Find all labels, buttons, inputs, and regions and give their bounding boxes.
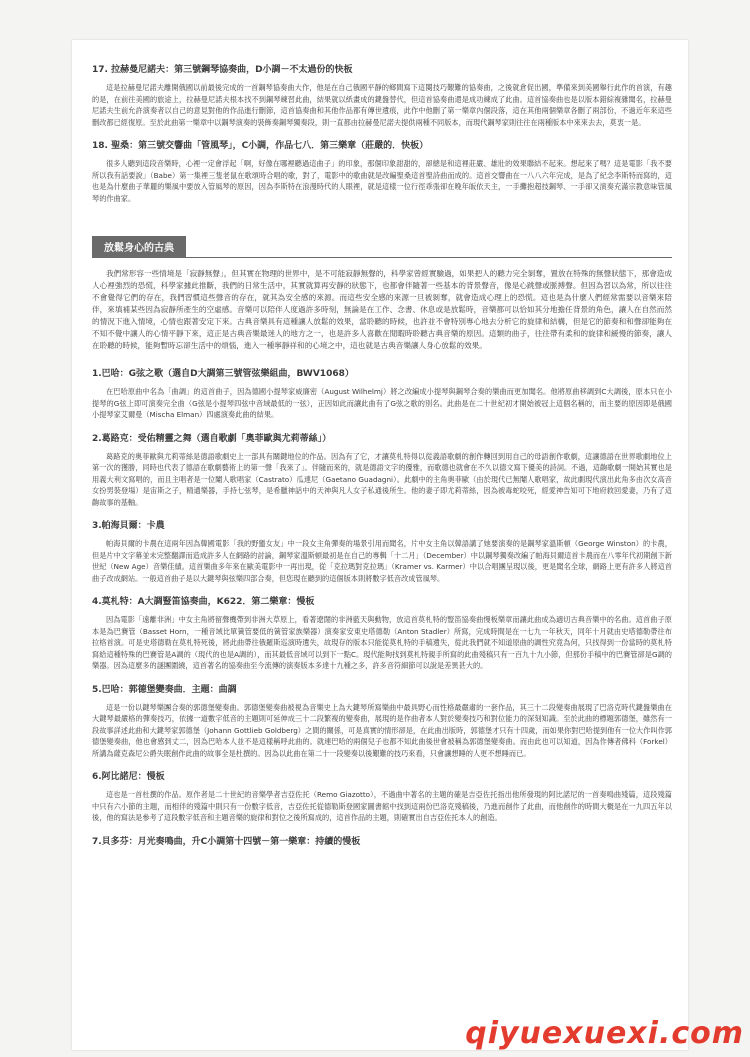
section-body: 在巴哈原曲中名為「曲調」的這首曲子，因為德國小提琴家威廉密（August Wilhelmj）將之改編成小提琴與鋼琴合奏的樂曲而更加聞名。他將原曲移調到C大調後，原本只在小提琴的G弦上即可演奏完全曲（G弦是小提琴四弦中音域最低的一弦），正因如此而讓此曲有了G弦之歌的別名。此曲是在二十世紀初才開始被冠上這個名稱的，而主要的原因即是俄國小提琴家艾爾曼（Mischa Elman）四處演奏此曲的結果。	[92, 387, 672, 419]
section-heading: 18. 聖桑：第三號交響曲「管風琴」，C小調，作品七八．第三樂章（莊嚴的．快板）	[92, 141, 429, 151]
section-body: 帕海貝爾的卡農在這兩年因為韓國電影「我的野蠻女友」中一段女主角彈奏的場景引用而聞名，片中女主角以韓語講了她要演奏的是鋼琴家溫斯頓（George Winston）的卡農，但是片中文字幕並未完整翻譯而造成許多人在網路的討論，鋼琴家溫斯頓最初是在自己的專輯「十二月」（December）中以鋼琴獨奏改編了帕海貝爾這首卡農而在八零年代初期創下新世紀（New Age）音樂佳績。這首樂曲多年來在歐美電影中一再出現，從「克拉瑪對克拉瑪」（Kramer vs. Karmer）中以合唱團呈現以後，更是聞名全球，網路上更有許多人將這首曲子改成網站。一般這首曲子是以大鍵琴與弦樂四部合奏，但您現在聽到的這個版本則將數字低音改成管風琴。	[92, 539, 672, 583]
section-heading: 17. 拉赫曼尼諾夫：第三號鋼琴協奏曲，D小調－不太過份的快板	[92, 65, 353, 75]
section-heading: 6.阿比諾尼：慢板	[92, 772, 165, 782]
section-body: 這也是一首杜撰的作品。原作者是二十世紀的音樂學者吉亞佐托（Remo Giazotto），不過曲中著名的主題的確是吉亞佐托指出他所發現的阿比諾尼的一首奏鳴曲殘篇，這段殘篇中只有六小節的主題，而相伴的殘篇中則只有一份數字低音，吉亞佐托從德勒斯登國家圖書館中找到這兩份巴洛克殘稿後，乃進而創作了此曲，而他創作的時間大概是在一九四五年以後，他的寫法是參考了這段數字低音和主題音樂的旋律和對位之後所寫成的，這首作品的主題，則確實出自吉亞佐托本人的創造。	[92, 790, 672, 822]
section-2	[92, 433, 672, 509]
section-heading: 3.帕海貝爾：卡農	[92, 521, 165, 531]
section-4	[92, 596, 672, 672]
banner-title: 放鬆身心的古典	[92, 236, 186, 257]
section-5	[92, 684, 672, 760]
section-17	[92, 64, 672, 128]
section-heading: 2.葛路克：受佑精靈之舞（選自歌劇「奧菲歐與尤莉蒂絲」）	[92, 433, 332, 444]
section-banner	[92, 230, 672, 265]
section-body: 很多人聽到這段音樂時，心裡一定會浮起「啊，好像在哪裡聽過這曲子」的印象，那個印象甜甜的，卻總是和這裡莊嚴、雄壯的效果聯結不起來。想起來了嗎？這是電影「我不要所以我有話要說」（Babe）第一集裡三隻老鼠在歌頌時合唱的歌，對了，電影中的歌曲就是改編聖桑這首聖詩曲而成的。這首交響曲在一八八六年完成，是為了紀念李斯特而寫的，這也是為什麼曲子華麗的樂風中要放入管風琴的原因，因為李斯特在浪漫時代的人眼裡，就是這樣一位行徑乖張卻在晚年皈依天主，一手攤抱超技鋼琴、一手卻又演奏充滿宗教意味管風琴的作曲家。	[92, 159, 672, 203]
section-heading: 5.巴哈：郭德堡變奏曲．主題：曲調	[92, 684, 237, 695]
site-watermark: qiyuexuexi.com	[465, 1016, 744, 1051]
section-18	[92, 140, 672, 204]
section-heading: 4.莫札特：A大調豎笛協奏曲，K622．第二樂章：慢板	[92, 597, 315, 607]
page-content	[92, 64, 672, 854]
section-1	[92, 368, 672, 421]
section-body: 因為電影「遠離非洲」中女主角將留聲機帶到非洲大草原上，看著遼闊的非洲藍天與動物，放這首莫札特的豎笛協奏曲慢板樂章而讓此曲成為適切古典音樂中的名曲。這首曲子原本是為巴賽管（Basset Horn，一種音域比單簧管要低的簧管家族樂器）演奏家安東史塔德勒（Anton Stadler）所寫，完成時間是在一七九一年秋天，同年十月就由史塔德勒帶往布拉格首演。可是史塔德勒在莫札特死後，將此曲帶往俄羅斯巡演時遺失，故現存的版本只能從莫札特的手稿遺失，從此我們就不知道原曲的調性究竟為何，只找得到一份當時的莫札特寫給這種特殊的巴賽管是A調的（現代的也是A調的），而其最低音域可以到下一點C。現代能夠找到莫札特親手所寫的此曲殘稿只有一百九十九小節，但那份手稿中的巴賽管卻是G調的樂器。因為這麼多的謎團圍繞，這首著名的協奏曲至今流傳的演奏版本多達十九種之多，許多音符細節可以說是差異甚大的。	[92, 615, 672, 670]
section-heading: 1.巴哈：G弦之歌（選自D大調第三號管弦樂組曲，BWV1068）	[92, 369, 354, 379]
intro-paragraph: 我們常形容一些情境是「寂靜無聲」，但其實在物理的世界中，是不可能寂靜無聲的，科學家曾經實驗過，如果把人的聽力完全剝奪，置放在特殊的無聲狀態下，那會造成人心裡強烈的恐慌，科學家據此推斷，我們的日常生活中，其實就算再安靜的狀態下，也都會伴隨著一些基本的背景聲音，像是心跳聲或脈搏聲。但因為習以為常，所以往往不會覺得它們的存在，我們習慣這些聲音的存在，就其為安全感的來源。而這些安全感的來源一旦被剝奪，就會造成心理上的恐慌。這也是為什麼人們經常需要以音樂來陪伴，來填補某些因為寂靜所產生的空虛感。音樂可以陪伴人度過許多時刻，無論是在工作、念書、休息或是放鬆時，音樂都可以恰如其分地擔任背景的角色，讓人在自然而然的情況下進入情境，心情也跟著安定下來。古典音樂具有這種讓人放鬆的效果，當聆聽的時候，也許並不會特別專心地去分析它的旋律和結構，但是它的節奏和和聲卻能夠在不知不覺中讓人的心情平靜下來，這正是古典音樂最迷人的地方之一，也是許多人喜歡在閒暇時聆聽古典音樂的原因。這類的曲子，往往帶有柔和的旋律和緩慢的節奏，讓人在聆聽的時候，能夠暫時忘卻生活中的煩惱，進入一種寧靜祥和的心境之中，這也就是古典音樂讓人身心放鬆的效果。	[92, 269, 672, 350]
section-body: 這是一份以鍵琴樂團合奏的郭德堡變奏曲。郭德堡變奏曲被視為音樂史上為大鍵琴所寫樂曲中最具野心而性格最嚴肅的一套作品，其三十二段變奏曲展現了巴洛克時代鍵盤樂曲在大鍵琴最嚴格的彈奏技巧，依據一道數字低音的主題則可延伸成三十二段繁複的變奏曲，展現的是作曲者本人對於變奏技巧和對位能力的深刻知識。至於此曲的標題郭德堡，雖然有一段故事詳述此曲和大鍵琴家郭德堡（Johann Gottlieb Goldberg）之間的關係，可是真實的情形卻是，在此曲出版時，郭德堡才只有十四歲，而如果你對巴哈提到他有一位大作叫作郭德堡變奏曲，他也會感到丈二，因為巴哈本人並不是這樣稱呼此曲的。就連巴哈的兩個兒子也都不知此曲後世會被稱為郭德堡變奏曲。而由此也可以知道，因為作傳者佛科（Forkel）所講為薩克森尼公爵失眠創作此曲的故事全是杜撰的。因為以此曲在第二十一段變奏以後艱難的技巧來看，只會讓想睡的人更不想睡而已。	[92, 702, 672, 758]
section-body: 這是拉赫曼尼諾夫離開俄國以前最後完成的一首鋼琴協奏曲大作，他是在自己俄國平靜的鄉間寫下這闋技巧艱難的協奏曲，之後就倉促出國，準備來到美國舉行此作的首演，有趣的是，在前往美國的旅途上，拉赫曼尼諾夫根本找不到鋼琴練習此曲，結果就以紙畫成的鍵盤替代，但這首協奏曲還是成功練成了此曲。這首協奏曲也是以版本錯綜複雜聞名，拉赫曼尼諾夫生前允許演奏者以自己的意見對他的作品進行刪節，這首協奏曲和其他作品都有傳世遺痕，此作中他刪了第一樂章內個段落，這在其他兩個樂章各刪了兩部份，不過近年來這些刪改都已經復原。至於此曲第一樂章中以鋼琴演奏的裝飾奏鋼琴獨奏段，則一直都由拉赫曼尼諾夫提供兩種不同版本，而現代鋼琴家則往往在兩種版本中來來去去，莫衷一是。	[92, 83, 672, 127]
section-3	[92, 520, 672, 584]
document-page	[72, 40, 688, 1050]
section-7-heading: 7.貝多芬：月光奏鳴曲，升C小調第十四號－第一樂章：持續的慢板	[92, 836, 361, 847]
section-6	[92, 771, 672, 824]
section-body: 葛路克的奧菲歐與尤莉蒂絲是德語歌劇史上一部具有關鍵地位的作品。因為有了它，才讓莫札特得以從義語歌劇的創作轉回到用自己的母語創作歌劇，這讓德語在世界歌劇地位上第一次的獲勝，同時也代表了德語在歌劇藝術上的第一聲「我來了」。伴隨而來的，就是德語文字的優雅，而歌德也就會在不久以德文寫下優美的詩詞。不過，這齣歌劇一開始其實也是用義大利文寫唱的，而且主唱者是一位閹人歌唱家（Castrato）瓜達尼（Gaetano Guadagni）。此劇中的主角奧菲歐（由於現代已無閹人歌唱家，故此劇現代演出此角多由次女高音女扮男裝登場）是宙斯之子，精通樂器，手持七弦琴，是希臘神話中的天神與凡人女子私通後所生。他的妻子即尤莉蒂絲，因為被毒蛇咬死，經愛神告知可下地府救回愛妻，乃有了這齣故事的基軸。	[92, 451, 672, 507]
